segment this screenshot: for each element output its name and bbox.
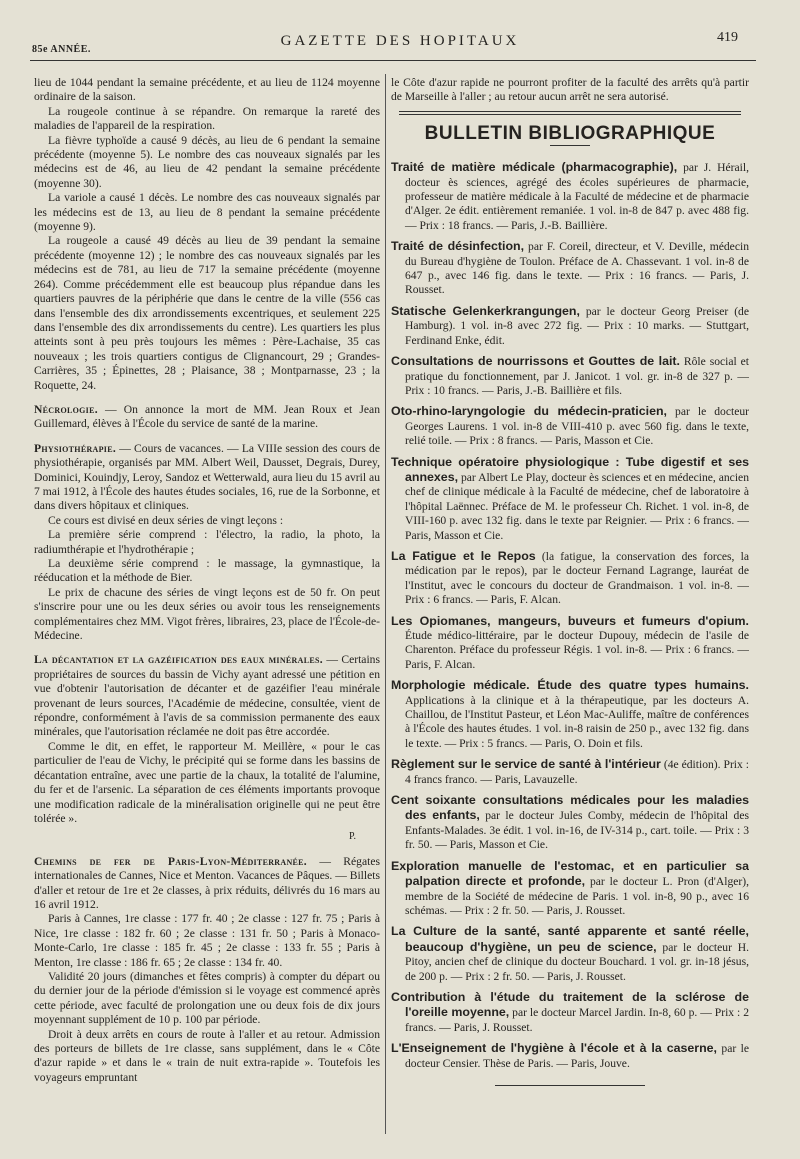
entry-title: Règlement sur le service de santé à l'intérieur (391, 757, 661, 772)
entry-title: Statische Gelenkerkrangungen, (391, 303, 580, 318)
paragraph: Ce cours est divisé en deux séries de vingt leçons : (48, 513, 284, 527)
bibliography-entry (391, 239, 749, 298)
bibliography-entry (391, 793, 749, 853)
bibliography-entry (391, 1041, 749, 1071)
paragraph: Paris à Cannes, 1re classe : 177 fr. 40 ; 2e classe : 127 fr. 75 ; Paris à Nice, 1re classe : 182 fr. 60 ; 2e classe : 131 fr. 50 ; Paris à Monaco-Monte-Carlo, 1re classe : 185 fr. 45 ; 2e classe : 133 fr. 55 ; Paris à Menton, 1re classe : 186 fr. 65 ; 2e classe : 134 fr. 40. (34, 912, 380, 969)
paragraph: La rougeole continue à se répandre. On remarque la rareté des maladies de l'appareil de la respiration. (34, 104, 380, 133)
header-rule (30, 60, 756, 61)
entry-body: par J. Hérail, docteur ès sciences, agrégé des écoles supérieures de pharmacie, professeur de matière médicale à la Faculté de médecine et de pharmacie d'Alger. 2e édit. entièrement remaniée. 1 vol. in-8 de 847 p. avec 488 fig. — Prix : 18 francs. — Paris, J.-B. Baillière. (405, 161, 749, 232)
section-heading: Chemins de fer de Paris-Lyon-Méditerranée. (34, 854, 307, 868)
entry-title: Oto-rhino-laryngologie du médecin-praticien, (391, 404, 667, 419)
bibliography-entry (391, 924, 749, 984)
entry-body: par le docteur Jules Comby, médecin de l'hôpital des Enfants-Malades. 3e édit. 1 vol. in-16, de IV-314 p., cart. toile. — Prix : 3 fr. 50. — Paris, Masson et Cie. (405, 809, 749, 852)
bibliography-entry (391, 404, 749, 448)
bibliography-entry (391, 757, 749, 787)
entry-body: par le docteur Georges Laurens. 1 vol. in-8 de VIII-410 p. avec 560 fig. dans le texte, relié toile. — Prix : 8 francs. — Paris, Masson et Cie. (405, 405, 749, 448)
entry-body: par le docteur Censier. Thèse de Paris. — Paris, Jouve. (405, 1042, 749, 1070)
left-column (34, 76, 380, 1136)
journal-title: GAZETTE DES HOPITAUX (280, 33, 520, 49)
section-necrologie (34, 403, 380, 432)
end-rule (495, 1085, 645, 1086)
section-text: — Régates internationales de Cannes, Nice et Menton. Vacances de Pâques. — Billets d'aller et retour de 1re et 2e classes, à prix réduits, délivrés du 16 mars au 16 avril 1912. (34, 854, 380, 911)
entry-title: Consultations de nourrissons et Gouttes de lait. (391, 354, 680, 369)
section-text: — On annonce la mort de MM. Jean Roux et Jean Guillemard, élèves à l'École du service de santé de la marine. (34, 402, 380, 431)
bibliography-entry (391, 990, 749, 1035)
section-text: — Certains propriétaires de sources du bassin de Vichy ayant adressé une pétition en vue d'obtenir l'autorisation de décanter et de gazéifier l'eau minérale provenant de leurs sources, l'Académie de médecine, consultée, vient de répondre, conformément à l'avis de sa commission permanente des eaux minérales, que l'autorisation réclamée ne doit pas être accordée. (34, 653, 380, 739)
entry-body: par Albert Le Play, docteur ès sciences et en médecine, ancien chef de clinique médicale à la Faculté de médecine, chef de laboratoire à l'hôpital Laënnec. Préface de M. le professeur Ch. Richet. 1 vol. in-8, de VIII-160 p. avec 132 fig. dans le texte par Reignier. — Prix : 6 francs. — Paris, Masson et Cie. (405, 470, 749, 542)
entry-body: par le docteur H. Pitoy, ancien chef de clinique du docteur Bouchard. 1 vol. gr. in-18 jésus, de 200 p. — Prix : 2 fr. 50. — Paris, J. Rousset. (405, 940, 749, 983)
section-text: — Cours de vacances. — La VIIIe session des cours de physiothérapie, organisés par MM. Albert Weil, Dausset, Degrais, Durey, Dominici, Kouindjy, Leroy, Sandoz et Wetterwald, aura lieu du 15 avril au 7 mai 1912, à l'École des hautes études sociales, 16, rue de la Sorbonne, et dans divers hôpitaux et cliniques. (34, 441, 380, 513)
bibliography-entry (391, 614, 749, 673)
paragraph: La deuxième série comprend : le massage, la gymnastique, la rééducation et la méthode de Bier. (34, 557, 380, 585)
paragraph: Comme le dit, en effet, le rapporteur M. Meillère, « pour le cas particulier de l'eau de Vichy, le précipité qui se forme dans les bassins de décantation entraîne, avec une partie de la chaux, la totalité de l'alumine, du fer et de l'arsenic. La séparation de ces éléments importants provoque une modification radicale de la minéralisation originelle qui ne peut être tolérée ». (34, 739, 380, 825)
page-number: 419 (717, 30, 738, 45)
entry-body: (la fatigue, la conservation des forces, la médication par le repos), par le docteur Fernand Lagrange, lauréat de l'Institut, avec le concours du docteur de Grandmaison. 1 vol. in-8. — Prix : 6 francs. — Paris, F. Alcan. (405, 549, 749, 607)
bibliography-entry (391, 304, 749, 348)
section-heading: Physiothérapie. (34, 441, 117, 455)
paragraph: le Côte d'azur rapide ne pourront profiter de la faculté des arrêts qu'à partir de Marseille à l'aller ; au retour aucun arrêt ne sera autorisé. (391, 76, 749, 104)
paragraph: Le prix de chacune des séries de vingt leçons est de 50 fr. On peut s'inscrire pour une ou les deux séries ou avoir tous les renseignements complémentaires chez MM. Vigot frères, libraires, 23, place de l'École-de-Médecine. (34, 585, 380, 643)
bibliography-entry (391, 859, 749, 919)
entry-title: Traité de désinfection, (391, 239, 525, 254)
section-chemins-de-fer (34, 855, 380, 1086)
entry-body: (4e édition). Prix : 4 francs franco. — Paris, Lavauzelle. (405, 758, 749, 786)
entry-body: par le docteur Georg Preiser (de Hamburg). 1 vol. in-8 avec 272 fig. — Prix : 10 marks. — Stuttgart, Ferdinand Enke, édit. (405, 304, 749, 347)
section-rule (399, 111, 741, 112)
entry-title: La Fatigue et le Repos (391, 548, 536, 563)
section-rule (399, 114, 741, 115)
paragraph: La première série comprend : l'électro, la radio, la photo, la radiumthérapie et l'hydrothérapie ; (34, 528, 380, 556)
entry-title: Morphologie médicale. Étude des quatre types humains. (391, 678, 749, 693)
entry-body: par le docteur Marcel Jardin. In-8, 60 p. — Prix : 2 francs. — Paris, J. Rousset. (405, 1006, 749, 1034)
bibliography-entry (391, 455, 749, 543)
entry-title: La Culture de la santé, santé apparente et santé réelle, beaucoup d'hygiène, un peu de science, (391, 924, 749, 954)
column-separator (385, 74, 386, 1134)
bibliography-list (391, 160, 749, 1071)
section-heading: La décantation et la gazéification des eaux minérales. (34, 653, 323, 667)
bibliography-entry (391, 678, 749, 751)
entry-body: Étude médico-littéraire, par le docteur Dupouy, médecin de l'asile de Charenton. Préface du professeur Régis. 1 vol. in-8. — Prix : 6 francs. — Paris, F. Alcan. (405, 629, 749, 671)
entry-title: Contribution à l'étude du traitement de la sclérose de l'oreille moyenne, (391, 989, 749, 1020)
bibliography-entry (391, 354, 749, 398)
entry-body: par le docteur L. Pron (d'Alger), membre de la Société de médecine de Paris. 1 vol. in-8, 90 p., avec 16 schémas. — Prix : 2 fr. 50. — Paris, J. Rousset. (405, 875, 749, 917)
entry-title: Traité de matière médicale (pharmacographie), (391, 160, 678, 175)
paragraph: Droit à deux arrêts en cours de route à l'aller et au retour. Admission des porteurs de billets de 1re classe, sans supplément, dans le « Côte d'azur rapide » et dans le « train de nuit extra-rapide ». Toutefois les voyageurs empruntant (34, 1027, 380, 1084)
right-column (391, 76, 749, 1136)
entry-body: par F. Coreil, directeur, et V. Deville, médecin du Bureau d'hygiène de Toulon. Préface de A. Chassevant. 1 vol. in-8 de 647 p., avec 146 fig. dans le texte. — Prix : 16 francs. — Paris, J. Rousset. (405, 240, 749, 297)
paragraph: La fièvre typhoïde a causé 9 décès, au lieu de 6 pendant la semaine précédente (moyenne 5). Le nombre des cas nouveaux signalés par les médecins est de 46, au lieu de 42 pendant la semaine précédente (moyenne 30). (34, 133, 380, 190)
entry-body: Applications à la clinique et à la thérapeutique, par les docteurs A. Chaillou, de l'Institut Pasteur, et Léon Mac-Auliffe, maître de conférences à l'École des hautes études. 1 vol. in-8 raisin de 250 p., avec 132 fig. dans le texte. — Prix : 5 francs. — Paris, O. Doin et fils. (405, 693, 749, 750)
entry-title: Exploration manuelle de l'estomac, et en particulier sa palpation directe et profonde, (391, 858, 749, 889)
entry-body: Rôle social et pratique du fonctionnement, par J. Janicot. 1 vol. gr. in-8 de 327 p. — Prix : 10 francs. — Paris, J.-B. Baillière et fils. (405, 355, 749, 397)
section-physiotherapie (34, 442, 380, 644)
section-heading: Nécrologie. (34, 402, 98, 416)
signature: P. (349, 831, 356, 843)
paragraph: La rougeole a causé 49 décès au lieu de 39 pendant la semaine précédente (moyenne 12) ; le nombre des cas nouveaux signalés par les médecins est de 781, au lieu de 717 la semaine précédente (moyenne 264). Comme précédemment elle est beaucoup plus répandue dans les quartiers pauvres de la périphérie que dans le centre de la ville (556 cas dans l'ensemble des dix arrondissements excentriques, et seulement 225 dans l'ensemble des dix arrondissements du centre). Les quartiers les plus atteints sont à peu près toujours les mêmes : Père-Lachaise, 35 cas nouveaux ; les trois quartiers contigus de Clignancourt, 29 ; Grandes-Carrières, 35 ; Épinettes, 28 ; Plaisance, 38 ; Montparnasse, 23 ; la Roquette, 24. (34, 234, 380, 392)
heading-underline (550, 145, 590, 146)
bulletin-heading: BULLETIN BIBLIOGRAPHIQUE (424, 122, 716, 144)
entry-title: Les Opiomanes, mangeurs, buveurs et fumeurs d'opium. (391, 613, 749, 628)
entry-title: Cent soixante consultations médicales pour les maladies des enfants, (391, 793, 749, 823)
paragraph: La variole a causé 1 décès. Le nombre des cas nouveaux signalés par les médecins est de 13, au lieu de 8 pendant la semaine précédente (moyenne 9). (34, 191, 380, 234)
paragraph: lieu de 1044 pendant la semaine précédente, et au lieu de 1124 moyenne ordinaire de la saison. (34, 76, 380, 104)
volume-label: 85e ANNÉE. (32, 44, 91, 55)
section-decantation (34, 653, 380, 844)
bibliography-entry (391, 160, 749, 233)
paragraph: Validité 20 jours (dimanches et fêtes compris) à compter du départ ou du dernier jour de la période d'émission si le voyage est commencé après cette période, avec faculté de prolongation une ou deux fois de dix jours moyennant supplément de 10 p. 100 par période. (34, 969, 380, 1027)
bibliography-entry (391, 549, 749, 608)
entry-title: Technique opératoire physiologique : Tube digestif et ses annexes, (391, 454, 749, 484)
entry-title: L'Enseignement de l'hygiène à l'école et à la caserne, (391, 1041, 717, 1056)
